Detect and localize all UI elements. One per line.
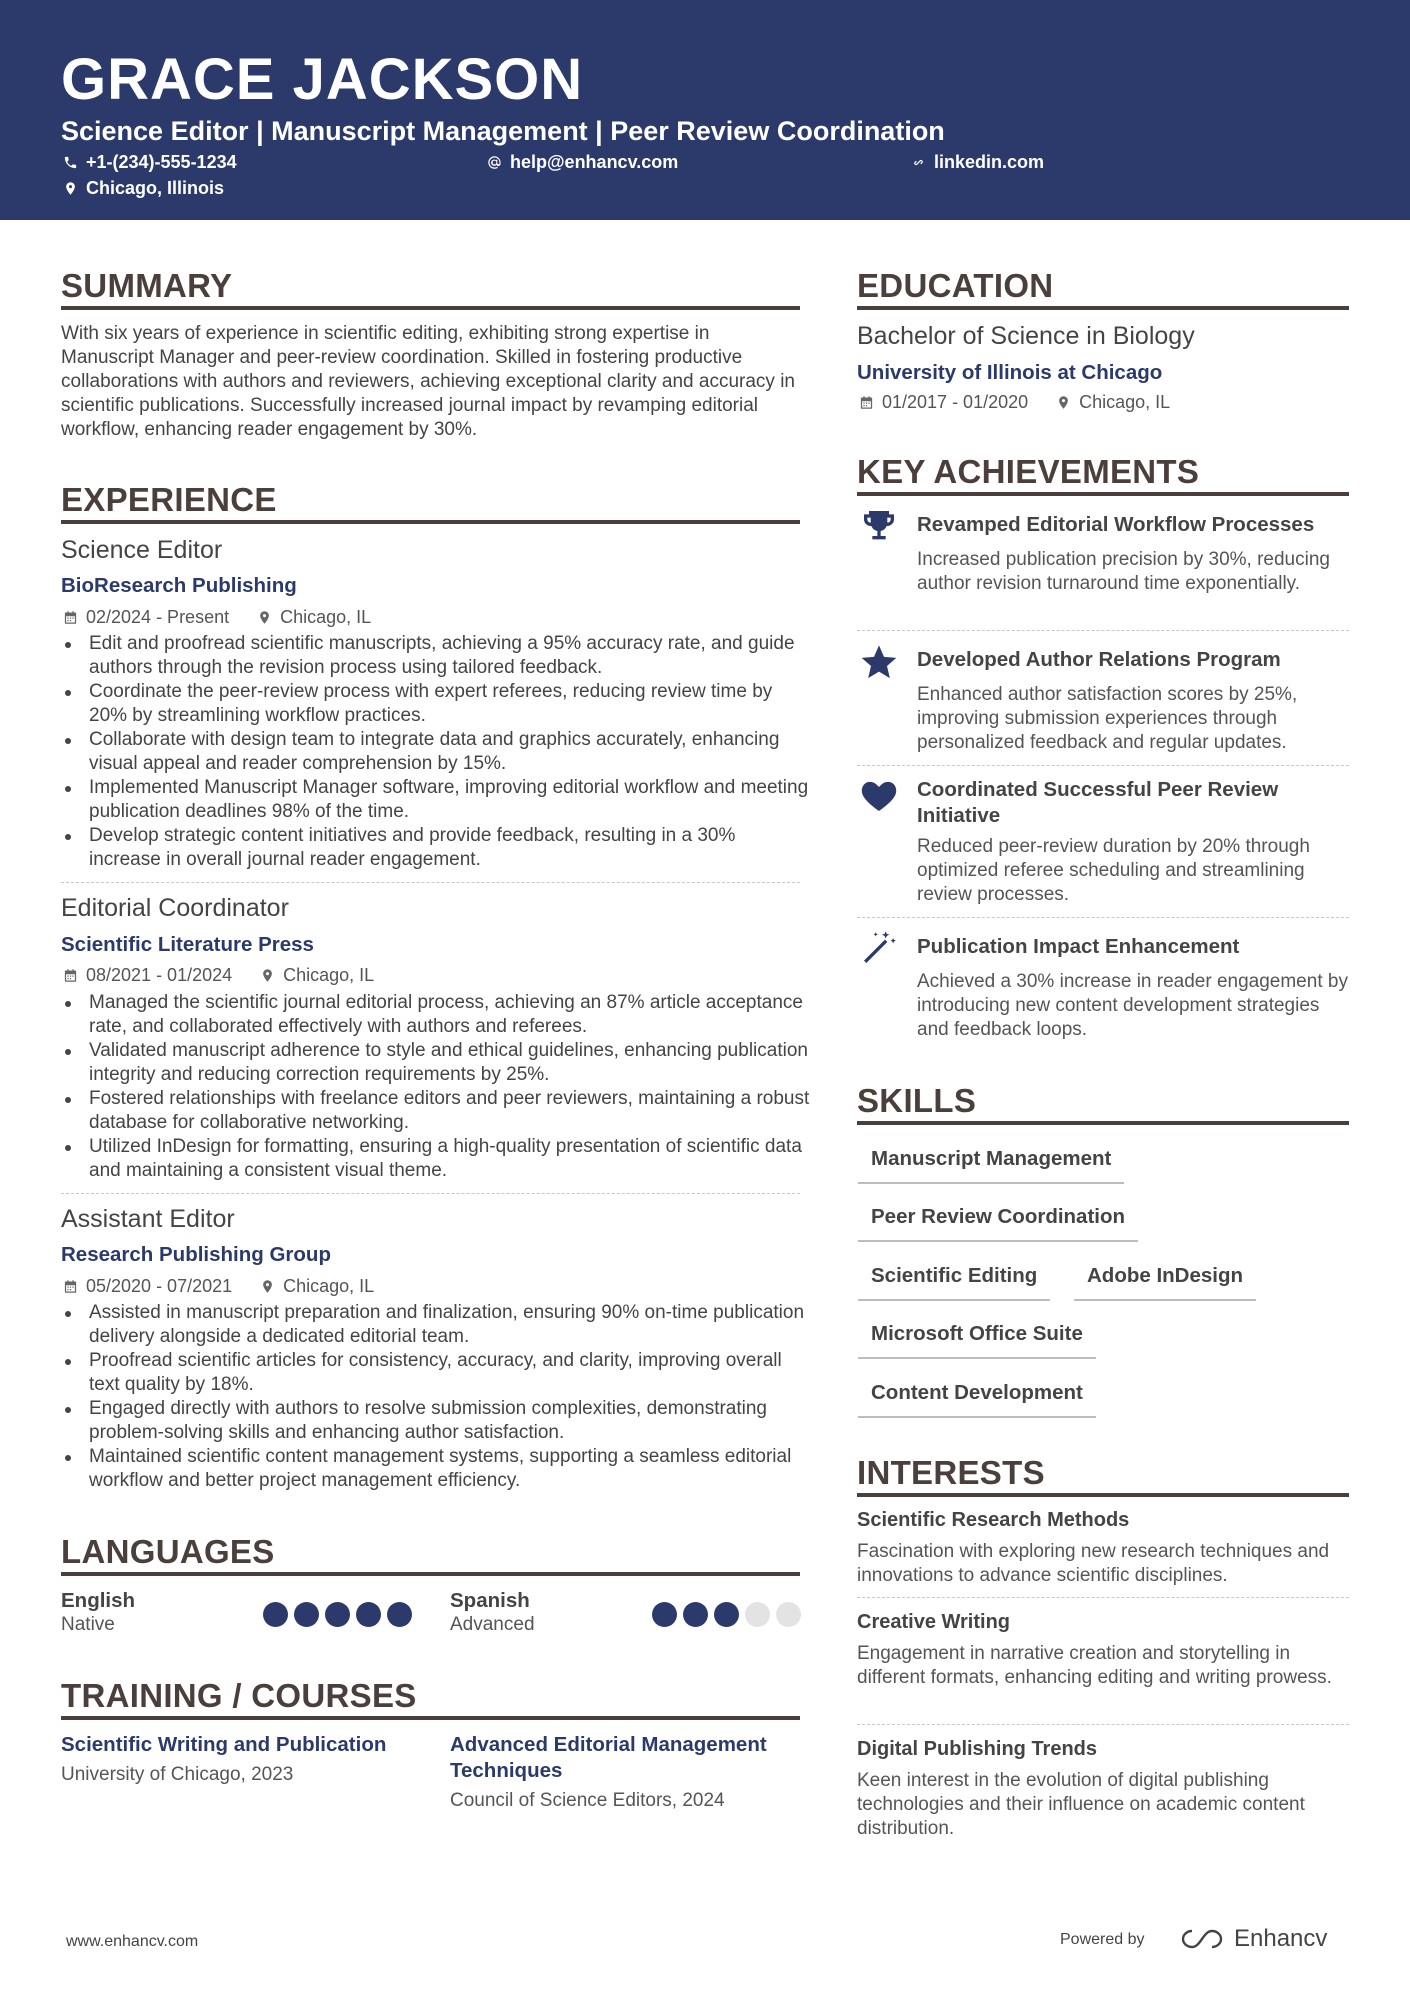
divider — [857, 1724, 1349, 1725]
job-meta — [63, 606, 371, 628]
experience-heading: EXPERIENCE — [61, 481, 277, 518]
bullet-item: Edit and proofread scientific manuscripts, achieving a 95% accuracy rate, and guide authors through the revision process using tailored feedback. — [61, 632, 811, 680]
course-provider: University of Chicago, 2023 — [61, 1764, 294, 1785]
languages-heading: LANGUAGES — [61, 1533, 275, 1570]
education-rule — [857, 306, 1349, 310]
training-rule — [61, 1716, 800, 1720]
map-pin-icon — [63, 181, 78, 196]
achievement-title: Revamped Editorial Workflow Processes — [917, 513, 1315, 536]
skill-tag: Scientific Editing — [858, 1263, 1050, 1301]
training-heading: TRAINING / COURSES — [61, 1677, 417, 1714]
skill-tag: Peer Review Coordination — [858, 1204, 1138, 1242]
job-meta — [63, 964, 374, 986]
divider — [61, 882, 800, 883]
job-dates: 02/2024 - Present — [86, 607, 230, 627]
job-bullets — [61, 991, 811, 1183]
job-dates: 05/2020 - 07/2021 — [86, 1276, 233, 1296]
bullet-item: Assisted in manuscript preparation and finalization, ensuring 90% on-time publication delivery alongside a dedicated editorial team. — [61, 1301, 811, 1349]
interests-rule — [857, 1493, 1349, 1497]
education-heading: EDUCATION — [857, 267, 1054, 304]
candidate-name: GRACE JACKSON — [61, 47, 584, 112]
interests-heading: INTERESTS — [857, 1454, 1045, 1491]
language-name: English — [61, 1589, 136, 1612]
linkedin-text: linkedin.com — [934, 152, 1045, 172]
skill-tag: Manuscript Management — [858, 1146, 1124, 1184]
link-icon — [911, 155, 926, 170]
skill-tag: Content Development — [858, 1380, 1096, 1418]
at-icon — [487, 155, 502, 170]
bullet-item: Utilized InDesign for formatting, ensuring a high-quality presentation of scientific data and maintaining a consistent visual theme. — [61, 1135, 811, 1183]
interest-title: Digital Publishing Trends — [857, 1738, 1098, 1760]
languages-rule — [61, 1572, 800, 1576]
achievements-heading: KEY ACHIEVEMENTS — [857, 453, 1200, 490]
skills-rule — [857, 1121, 1349, 1125]
education-location: Chicago, IL — [1079, 392, 1171, 412]
course-title: Scientific Writing and Publication — [61, 1733, 387, 1756]
achievement-desc: Reduced peer-review duration by 20% through optimized referee scheduling and streamlining review processes. — [917, 836, 1310, 905]
achievement-desc: Increased publication precision by 30%, reducing author revision turnaround time exponentially. — [917, 549, 1330, 594]
interest-desc: Keen interest in the evolution of digital publishing technologies and their influence on academic content distribution. — [857, 1770, 1305, 1839]
language-level: Advanced — [450, 1614, 535, 1635]
linkedin-contact[interactable] — [911, 151, 1044, 173]
job-company: Scientific Literature Press — [61, 933, 314, 956]
rating-dot-filled — [714, 1602, 739, 1627]
school-name: University of Illinois at Chicago — [857, 361, 1163, 384]
phone-icon — [63, 155, 78, 170]
job-bullets — [61, 1301, 811, 1493]
rating-dot-filled — [263, 1602, 288, 1627]
achievement-title: Developed Author Relations Program — [917, 648, 1281, 671]
calendar-icon — [859, 395, 874, 410]
enhancv-logo-icon — [1180, 1927, 1226, 1951]
interest-title: Creative Writing — [857, 1611, 1010, 1633]
bullet-item: Validated manuscript adherence to style and ethical guidelines, enhancing publication integrity and reducing correction requirements by 25%. — [61, 1039, 811, 1087]
achievement-desc: Enhanced author satisfaction scores by 25%, improving submission experiences through personalized feedback and regular updates. — [917, 684, 1298, 753]
experience-rule — [61, 520, 800, 524]
interest-title: Scientific Research Methods — [857, 1509, 1130, 1531]
location-text: Chicago, Illinois — [86, 178, 225, 198]
rating-dot-empty — [776, 1602, 801, 1627]
bullet-item: Maintained scientific content management systems, supporting a seamless editorial workflow and better project management efficiency. — [61, 1445, 811, 1493]
rating-dot-filled — [387, 1602, 412, 1627]
summary-rule — [61, 306, 800, 310]
bullet-item: Collaborate with design team to integrate data and graphics accurately, enhancing visual appeal and reader comprehension by 15%. — [61, 728, 811, 776]
bullet-item: Develop strategic content initiatives and provide feedback, resulting in a 30% increase in overall journal reader engagement. — [61, 824, 811, 872]
rating-dot-filled — [356, 1602, 381, 1627]
course-provider: Council of Science Editors, 2024 — [450, 1790, 725, 1811]
interest-desc: Engagement in narrative creation and storytelling in different formats, enhancing editing and writing prowess. — [857, 1643, 1332, 1688]
brand-logo[interactable] — [1180, 1925, 1327, 1953]
magic-wand-icon — [859, 928, 899, 968]
heart-icon — [859, 776, 899, 816]
skills-heading: SKILLS — [857, 1082, 977, 1119]
skill-tag: Microsoft Office Suite — [858, 1321, 1096, 1359]
divider — [857, 917, 1349, 918]
rating-dot-filled — [652, 1602, 677, 1627]
job-role: Editorial Coordinator — [61, 894, 289, 922]
language-level: Native — [61, 1614, 115, 1635]
calendar-icon — [63, 610, 78, 625]
bullet-item: Fostered relationships with freelance editors and peer reviewers, maintaining a robust database for collaborative networking. — [61, 1087, 811, 1135]
job-role: Science Editor — [61, 536, 223, 564]
interest-desc: Fascination with exploring new research techniques and innovations to advance scientific disciplines. — [857, 1541, 1330, 1586]
achievement-title: Coordinated Successful Peer Review Initiative — [917, 778, 1279, 827]
footer-url[interactable]: www.enhancv.com — [66, 1933, 199, 1950]
bullet-item: Managed the scientific journal editorial process, achieving an 87% article acceptance rate, and collaborated effectively with authors and referees. — [61, 991, 811, 1039]
calendar-icon — [63, 968, 78, 983]
rating-dot-filled — [325, 1602, 350, 1627]
email-text: help@enhancv.com — [510, 152, 679, 172]
email-contact[interactable] — [487, 151, 678, 173]
language-rating — [263, 1602, 412, 1627]
rating-dot-filled — [294, 1602, 319, 1627]
calendar-icon — [63, 1279, 78, 1294]
education-dates: 01/2017 - 01/2020 — [882, 392, 1029, 412]
divider — [857, 1597, 1349, 1598]
summary-text: With six years of experience in scientific editing, exhibiting strong expertise in Manuscript Manager and peer-review coordination. Skilled in fostering productive collaborations with authors and reviewers, achieving exceptional clarity and accuracy in scientific publications. Successfully increased journal impact by revamping editorial workflow, enhancing reader engagement by 30%. — [61, 323, 795, 440]
resume-header — [0, 0, 1410, 220]
job-dates: 08/2021 - 01/2024 — [86, 965, 233, 985]
skill-tag: Adobe InDesign — [1074, 1263, 1256, 1301]
map-pin-icon — [260, 968, 275, 983]
job-company: Research Publishing Group — [61, 1243, 331, 1266]
job-meta — [63, 1275, 374, 1297]
location-contact — [63, 177, 224, 199]
degree-title: Bachelor of Science in Biology — [857, 322, 1195, 350]
course-title: Advanced Editorial Management Techniques — [450, 1733, 767, 1782]
map-pin-icon — [257, 610, 272, 625]
education-meta — [859, 391, 1170, 413]
brand-name: Enhancv — [1234, 1925, 1328, 1952]
job-company: BioResearch Publishing — [61, 574, 297, 597]
job-location: Chicago, IL — [283, 965, 375, 985]
powered-by-text: Powered by — [1060, 1931, 1145, 1948]
bullet-item: Engaged directly with authors to resolve submission complexities, demonstrating problem-solving skills and enhancing author satisfaction. — [61, 1397, 811, 1445]
language-name: Spanish — [450, 1589, 530, 1612]
rating-dot-empty — [745, 1602, 770, 1627]
bullet-item: Implemented Manuscript Manager software, improving editorial workflow and meeting publication deadlines 98% of the time. — [61, 776, 811, 824]
job-location: Chicago, IL — [280, 607, 372, 627]
rating-dot-filled — [683, 1602, 708, 1627]
bullet-item: Proofread scientific articles for consistency, accuracy, and clarity, improving overall text quality by 18%. — [61, 1349, 811, 1397]
achievements-rule — [857, 492, 1349, 496]
language-rating — [652, 1602, 801, 1627]
job-location: Chicago, IL — [283, 1276, 375, 1296]
map-pin-icon — [1056, 395, 1071, 410]
job-bullets — [61, 632, 811, 872]
phone-contact[interactable] — [63, 151, 237, 173]
summary-heading: SUMMARY — [61, 267, 233, 304]
phone-text: +1-(234)-555-1234 — [86, 152, 237, 172]
headline: Science Editor | Manuscript Management | Peer Review Coordination — [61, 116, 945, 146]
job-role: Assistant Editor — [61, 1205, 235, 1233]
achievement-desc: Achieved a 30% increase in reader engagement by introducing new content development strategies and feedback loops. — [917, 971, 1348, 1040]
trophy-icon — [859, 506, 899, 546]
bullet-item: Coordinate the peer-review process with expert referees, reducing review time by 20% by streamlining workflow practices. — [61, 680, 811, 728]
divider — [857, 630, 1349, 631]
divider — [857, 765, 1349, 766]
divider — [61, 1193, 800, 1194]
star-icon — [859, 642, 899, 682]
achievement-title: Publication Impact Enhancement — [917, 935, 1240, 958]
map-pin-icon — [260, 1279, 275, 1294]
